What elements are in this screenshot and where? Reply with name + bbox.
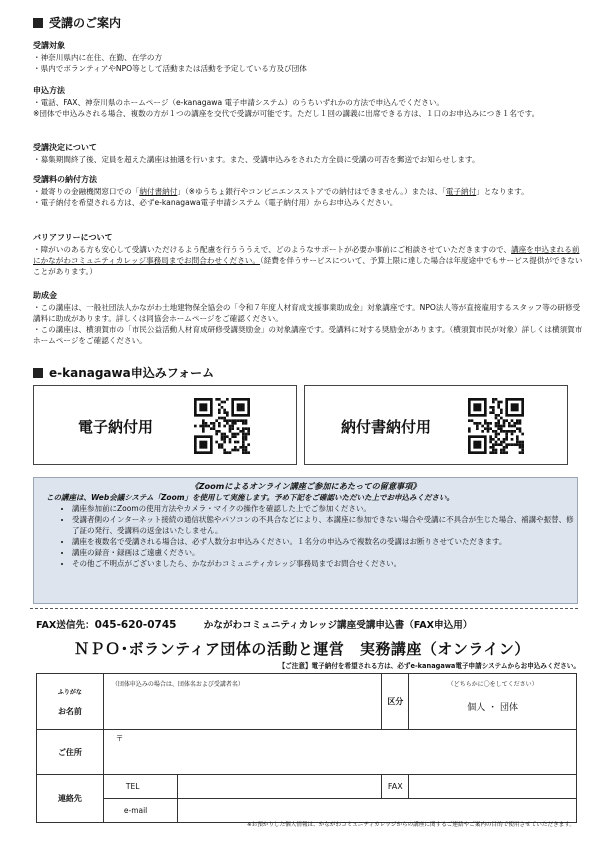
address-label: ご住所 (37, 730, 104, 775)
email-label: e-mail (103, 799, 177, 823)
kubun-hint: （どちらかに〇をしてください） (447, 681, 538, 688)
zoom-notice-title: 《Zoomによるオンライン講座ご参加にあたっての留意事項》 (190, 481, 421, 491)
target-block (33, 40, 585, 74)
target-heading: 受講対象 (33, 41, 65, 50)
zoom-notice-intro: この講座は、Web会議システム「Zoom」を使用して実施します。予め下記をご確認いただいた上でお申込みください。 (46, 493, 454, 502)
fax-field-label: FAX (382, 775, 409, 799)
grant-line: ・この講座は、一般社団法人かながわ土地建物保全協会の「令和７年度人材育成支援事業助成金」対象講座です。NPO法人等が直接雇用するスタッフ等の研修受講料に助成があります。詳しくは同協会ホームページをご確認ください。 (33, 303, 581, 323)
fee-line: ・電子納付を希望される方は、必ずe-kanagawa電子申請システム（電子納付用）からお申込みください。 (33, 198, 398, 207)
decide-line: ・募集期間終了後、定員を超えた講座は抽選を行います。また、受講申込みをされた方全員に受講の可否を郵送でお知らせします。 (33, 155, 480, 164)
kubun-select[interactable] (409, 674, 577, 730)
contact-label: 連絡先 (37, 775, 104, 823)
payslip-payment-label: 納付書納付用 (341, 418, 432, 436)
grant-heading: 助成金 (33, 291, 57, 300)
tel-input[interactable] (177, 775, 382, 799)
electronic-payment-label: 電子納付用 (78, 418, 154, 436)
list-item: • 講座を複数名で受講される場合は、必ず人数分お申込みください。１名分の申込みで複数名の受講はお断りさせていただきます。 (72, 536, 577, 547)
kubun-options[interactable]: 個人 ・ 団体 (467, 703, 519, 713)
decide-heading: 受講決定について (33, 143, 97, 152)
application-form-table (36, 673, 577, 823)
cut-line-divider (30, 608, 578, 609)
address-input[interactable] (103, 730, 576, 775)
list-item: • 講座参加前にZoomの使用方法やカメラ・マイクの操作を確認した上でご参加ください。 (72, 503, 577, 514)
apply-heading: 申込方法 (33, 86, 65, 95)
square-bullet-icon (33, 368, 43, 378)
guide-heading: 受講のご案内 (49, 16, 122, 30)
decide-block (33, 142, 585, 165)
name-hint: （団体申込みの場合は、団体名および受講者名） (111, 681, 244, 688)
section-heading-guide (33, 14, 121, 31)
fax-line (36, 617, 472, 631)
list-item: • その他ご不明点がございましたら、かながわコミュニティカレッジ事務局までお問合せください。 (72, 558, 577, 569)
apply-line: ・電話、FAX、神奈川県のホームページ（e-kanagawa 電子申請システム）のうちいずれかの方法で申込んでください。 (33, 98, 445, 107)
list-item: • 受講者側のインターネット接続の通信状態やパソコンの不具合などにより、本講座に参加できない場合や受講に不具合が生じた場合、補講や振替、修了証の発行、受講料の返金はいたしません。 (72, 514, 577, 536)
barrier-free-block (33, 232, 585, 277)
fee-block (33, 174, 585, 208)
fee-heading: 受講料の納付方法 (33, 175, 97, 184)
name-label-cell (37, 674, 104, 730)
apply-line: ※団体で申込みされる場合、複数の方が１つの講座を交代で受講が可能です。ただし１回の講義に出席できる方は、１口のお申込みにつき１名です。 (33, 109, 540, 118)
target-line: ・神奈川県内に在住、在勤、在学の方 (33, 53, 163, 62)
target-line: ・県内でボランティアやNPO等として活動または活動を予定している方及び団体 (33, 64, 307, 73)
fee-line: ・最寄りの金融機関窓口での「納付書納付」（※ゆうちょ銀行やコンビニエンスストアでの納付はできません。）または、「電子納付」となります。 (33, 187, 529, 196)
list-item: • 講座の録音・録画はご遠慮ください。 (72, 547, 577, 558)
payslip-payment-box[interactable] (304, 385, 568, 465)
fax-number: 045-620-0745 (94, 619, 177, 631)
grant-line: ・この講座は、横須賀市の「市民公益活動人材育成研修受講奨励金」の対象講座です。受講料に対する奨励金があります。（横須賀市民が対象）詳しくは横須賀市ホームページをご確認ください。 (33, 325, 583, 345)
privacy-footer: ※お預かりした個人情報は、かながわコミュニティカレッジからの講座に関するご連絡やご案内の目的で使用させていただきます。 (246, 822, 575, 828)
email-input[interactable] (177, 799, 576, 823)
furigana-label: ふりがな (57, 688, 82, 696)
qr-code-icon[interactable] (194, 398, 250, 454)
electronic-payment-box[interactable] (33, 385, 297, 465)
name-input[interactable] (103, 674, 381, 730)
apply-block (33, 85, 585, 119)
kubun-label: 区分 (382, 674, 409, 730)
fax-form-title: かながわコミュニティカレッジ講座受講申込書（FAX申込用） (203, 620, 473, 631)
grant-block (33, 290, 585, 346)
zoom-notice (33, 477, 578, 604)
section-heading-form (33, 364, 214, 381)
name-label: お名前 (57, 706, 82, 716)
barrier-free-heading: バリアフリーについて (33, 233, 113, 242)
postal-mark: 〒 (115, 734, 124, 743)
fax-label: FAX送信先： (36, 620, 95, 631)
course-title: ＮＰＯ･ボランティア団体の活動と運営 実務講座（オンライン） (74, 640, 530, 658)
square-bullet-icon (33, 18, 43, 28)
tel-label: TEL (103, 775, 177, 799)
fax-input[interactable] (409, 775, 577, 799)
zoom-notice-list (34, 503, 577, 569)
form-heading: e-kanagawa申込みフォーム (49, 366, 215, 380)
barrier-free-line: ・障がいのある方も安心して受講いただけるよう配慮を行うううえで、どのようなサポートが必要か事前にご相談させていただきますので、講座を申込まれる前にかながわコミュニティカレッジ事務局までお問合わせください。（経費を伴うサービスについて、予算上限に達した場合は年度途中でもサービス提供ができないことがあります。） (33, 245, 583, 276)
form-note: 【ご注意】電子納付を希望される方は、必ずe-kanagawa電子申請システムからお申込みください。 (278, 662, 580, 670)
qr-code-icon[interactable] (468, 398, 524, 454)
